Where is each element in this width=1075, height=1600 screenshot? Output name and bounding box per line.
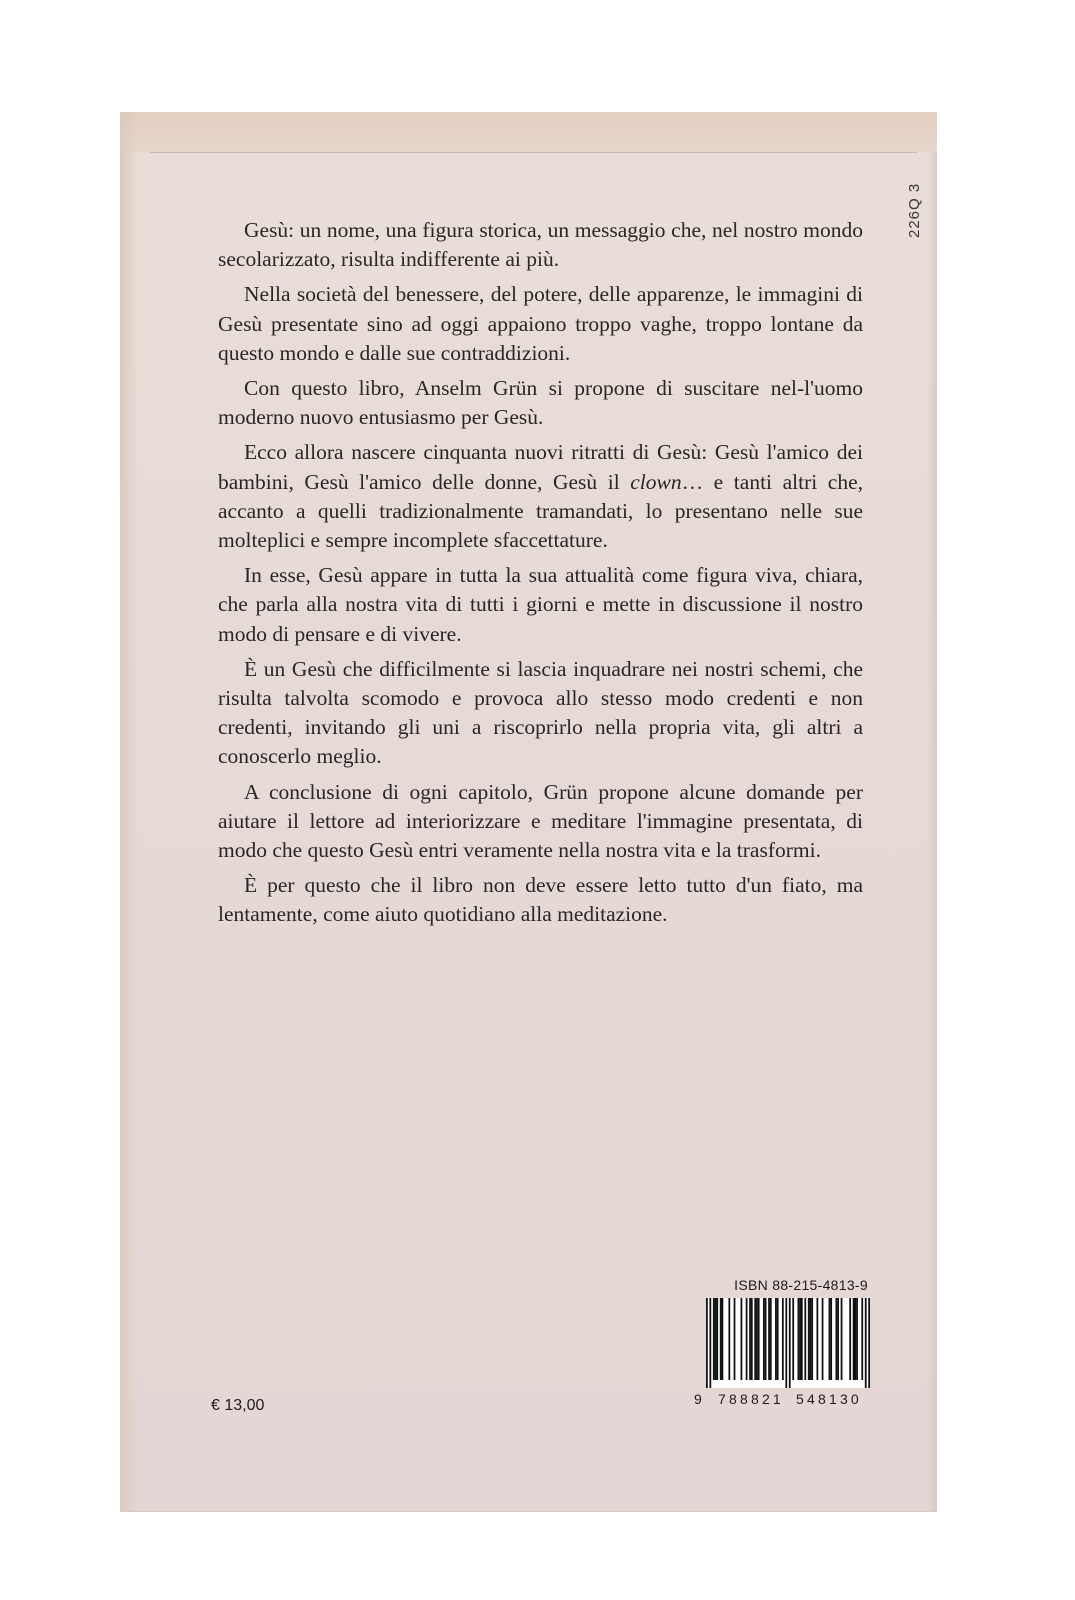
barcode-bar (770, 1298, 772, 1380)
barcode-bar (810, 1298, 812, 1380)
blurb-paragraph-4 (218, 438, 863, 555)
barcode-bar (837, 1298, 839, 1380)
barcode-bar (853, 1298, 855, 1380)
barcode-bar (751, 1298, 753, 1380)
barcode-bar (746, 1298, 748, 1380)
blurb-paragraph-6: È un Gesù che difficilmente si lascia inquadrare nei nostri schemi, che risulta talvolta scomodo e provoca allo stesso modo credenti e non credenti, invitando gli uni a riscoprirlo nella propria vita, gli altri a conoscerlo meglio. (218, 656, 863, 769)
barcode-bar (758, 1298, 760, 1380)
barcode-bar (811, 1298, 813, 1380)
barcode-bar (713, 1298, 715, 1380)
barcode-right-group: 548130 (796, 1391, 862, 1407)
barcode-bar (835, 1298, 837, 1380)
blurb-text (218, 216, 863, 936)
barcode-bar (715, 1298, 717, 1380)
barcode-left-group: 788821 (718, 1391, 784, 1407)
barcode-bar (792, 1298, 794, 1380)
barcode-bar (808, 1298, 810, 1380)
barcode-bar (765, 1298, 767, 1380)
barcode-bar (868, 1298, 870, 1388)
barcode-bar (849, 1298, 851, 1380)
barcode-bar (841, 1298, 843, 1380)
barcode-bar (716, 1298, 718, 1380)
barcode-bar (822, 1298, 824, 1380)
blurb-paragraph-4-start: Ecco allora nascere cinquanta nuovi ritratti di Gesù: Gesù l'amico dei bambini, Gesù l'amico delle donne, Gesù il (218, 440, 863, 494)
barcode-bar (804, 1298, 806, 1380)
blurb-paragraph-4-end: … e tanti altri che, accanto a quelli tradizionalmente tramandati, lo presentano nelle sue molteplici e sempre incomplete sfaccettature. (218, 469, 863, 553)
blurb-paragraph-8: È per questo che il libro non deve essere letto tutto d'un fiato, ma lentamente, come aiuto quotidiano alla meditazione. (218, 873, 863, 927)
cover-right-shade (927, 152, 937, 1512)
cover-top-edge (120, 112, 937, 152)
barcode-bar (754, 1298, 756, 1380)
barcode-bar (728, 1298, 730, 1380)
barcode-digits (694, 1391, 870, 1409)
barcode-bar (756, 1298, 758, 1380)
barcode-bar (720, 1298, 722, 1380)
barcode-bar (797, 1298, 799, 1380)
blurb-paragraph-3: Con questo libro, Anselm Grün si propone di suscitare nel-l'uomo moderno nuovo entusiasmo per Gesù. (218, 376, 863, 430)
blurb-italic-clown: clown (630, 469, 682, 494)
barcode-bar (785, 1298, 787, 1388)
spine-code: 226Q 3 (906, 182, 923, 238)
barcode-bar (854, 1298, 856, 1380)
barcode-bar (816, 1298, 818, 1380)
barcode-bar (856, 1298, 858, 1380)
cover-edge-line (150, 152, 917, 153)
barcode-bar (706, 1298, 708, 1388)
barcode-background (706, 1298, 870, 1388)
blurb-paragraph-7: A conclusione di ogni capitolo, Grün propone alcune domande per aiutare il lettore ad interiorizzare e meditare l'immagine presentata, di modo che questo Gesù entri veramente nella nostra vita e la trasformi. (218, 779, 863, 863)
isbn-label: ISBN 88-215-4813-9 (734, 1277, 868, 1293)
blurb-paragraph-1: Gesù: un nome, una figura storica, un messaggio che, nel nostro mondo secolarizzato, risulta indifferente ai più. (218, 218, 863, 272)
barcode-bar (829, 1298, 831, 1380)
barcode-bar (749, 1298, 751, 1380)
barcode-bar (777, 1298, 779, 1380)
barcode-bar (799, 1298, 801, 1380)
barcode-bar (801, 1298, 803, 1380)
barcode-bar (865, 1298, 867, 1388)
cover-left-shade (120, 112, 138, 1512)
barcode-bar (789, 1298, 791, 1388)
blurb-paragraph-5: In esse, Gesù appare in tutta la sua attualità come figura viva, chiara, che parla alla nostra vita di tutti i giorni e mette in discussione il nostro modo di pensare e di vivere. (218, 563, 863, 646)
barcode-bar (734, 1298, 736, 1380)
barcode-bar (768, 1298, 770, 1380)
barcode-bar (722, 1298, 724, 1380)
blurb-paragraph-2: Nella società del benessere, del potere, delle apparenze, le immagini di Gesù presentate sino ad oggi appaiono troppo vaghe, troppo lontane da questo mondo e dalle sue contraddizioni. (218, 282, 863, 365)
barcode-bar (775, 1298, 777, 1380)
barcode-lead-digit: 9 (694, 1391, 702, 1407)
barcode-bar (763, 1298, 765, 1380)
barcode-bar (782, 1298, 784, 1380)
barcode-bar (830, 1298, 832, 1380)
price-label: € 13,00 (211, 1397, 265, 1414)
barcode-bar (861, 1298, 863, 1380)
barcode-bar (741, 1298, 743, 1380)
barcode (706, 1298, 870, 1388)
barcode-bar (709, 1298, 711, 1388)
